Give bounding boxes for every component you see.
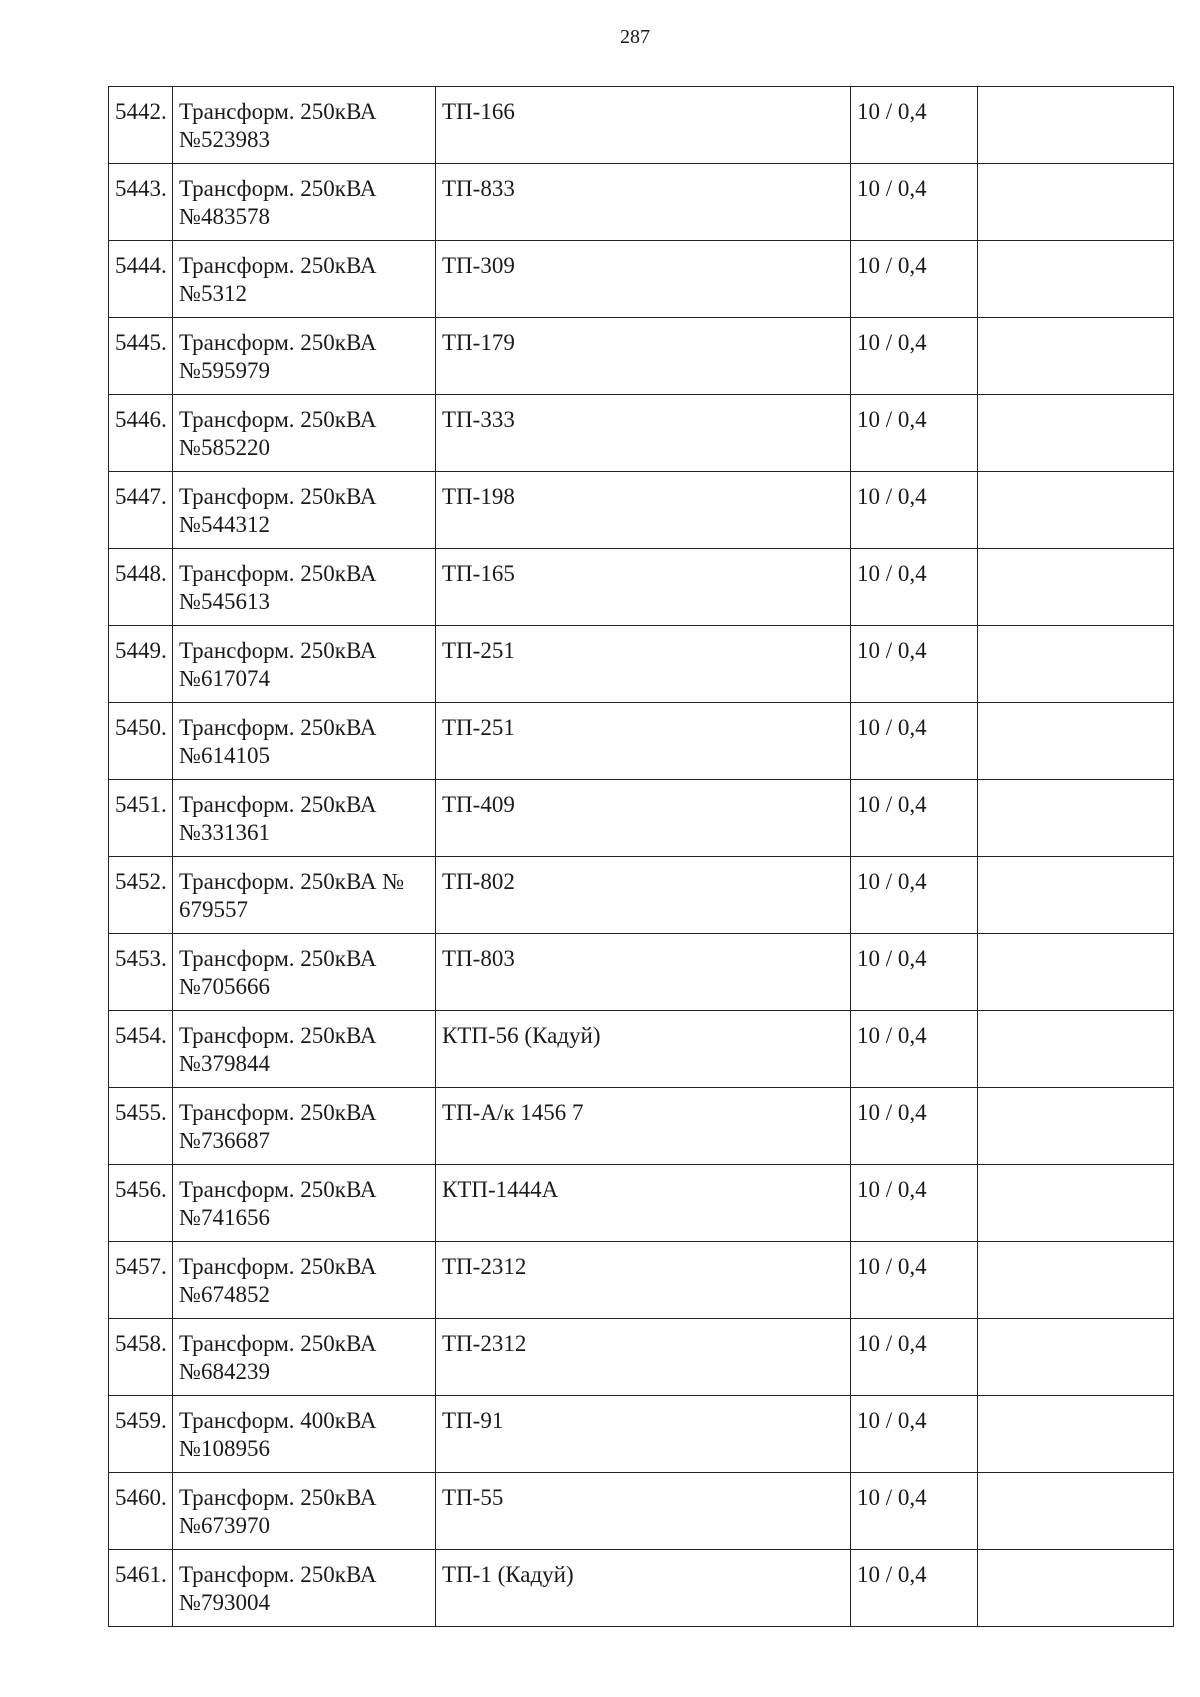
- voltage: 10 / 0,4: [857, 253, 927, 278]
- item-serial: №585220: [179, 435, 270, 460]
- item-name: Трансформ. 400кВА: [179, 1408, 377, 1433]
- location: ТП-333: [442, 407, 515, 432]
- note-cell: [978, 472, 1174, 549]
- row-number-cell: [109, 1473, 173, 1550]
- item-cell: [173, 857, 436, 934]
- row-number: 5450.: [115, 715, 167, 740]
- voltage-cell: [851, 780, 978, 857]
- row-number-cell: [109, 549, 173, 626]
- voltage-cell: [851, 472, 978, 549]
- note-cell: [978, 703, 1174, 780]
- item-cell: [173, 1088, 436, 1165]
- note-cell: [978, 626, 1174, 703]
- voltage-cell: [851, 1319, 978, 1396]
- row-number: 5453.: [115, 946, 167, 971]
- note-cell: [978, 1550, 1174, 1627]
- location: ТП-409: [442, 792, 515, 817]
- location: ТП-803: [442, 946, 515, 971]
- item-name: Трансформ. 250кВА: [179, 176, 377, 201]
- row-number-cell: [109, 780, 173, 857]
- table-row: [109, 780, 1174, 857]
- voltage: 10 / 0,4: [857, 1023, 927, 1048]
- voltage: 10 / 0,4: [857, 1331, 927, 1356]
- item-name: Трансформ. 250кВА: [179, 946, 377, 971]
- item-cell: [173, 549, 436, 626]
- location: ТП-251: [442, 638, 515, 663]
- voltage-cell: [851, 1550, 978, 1627]
- voltage-cell: [851, 241, 978, 318]
- location-cell: [436, 1473, 851, 1550]
- row-number-cell: [109, 164, 173, 241]
- item-serial: №544312: [179, 512, 270, 537]
- item-name: Трансформ. 250кВА: [179, 484, 377, 509]
- note-cell: [978, 1011, 1174, 1088]
- row-number-cell: [109, 1550, 173, 1627]
- location: ТП-166: [442, 99, 515, 124]
- row-number: 5447.: [115, 484, 167, 509]
- item-name: Трансформ. 250кВА: [179, 1254, 377, 1279]
- table-row: [109, 1088, 1174, 1165]
- voltage: 10 / 0,4: [857, 1100, 927, 1125]
- table-row: [109, 626, 1174, 703]
- row-number-cell: [109, 857, 173, 934]
- location-cell: [436, 1319, 851, 1396]
- table-row: [109, 549, 1174, 626]
- voltage: 10 / 0,4: [857, 715, 927, 740]
- voltage: 10 / 0,4: [857, 330, 927, 355]
- voltage-cell: [851, 1088, 978, 1165]
- row-number: 5457.: [115, 1254, 167, 1279]
- item-serial: №736687: [179, 1128, 270, 1153]
- location-cell: [436, 1242, 851, 1319]
- note-cell: [978, 549, 1174, 626]
- equipment-table: [108, 86, 1174, 1627]
- location: ТП-833: [442, 176, 515, 201]
- item-name: Трансформ. 250кВА: [179, 407, 377, 432]
- location-cell: [436, 318, 851, 395]
- item-cell: [173, 1473, 436, 1550]
- voltage: 10 / 0,4: [857, 1562, 927, 1587]
- location: ТП-55: [442, 1485, 504, 1510]
- item-cell: [173, 87, 436, 164]
- table-row: [109, 1396, 1174, 1473]
- table-row: [109, 857, 1174, 934]
- location: КТП-56 (Кадуй): [442, 1023, 601, 1048]
- location-cell: [436, 934, 851, 1011]
- item-cell: [173, 1011, 436, 1088]
- item-serial: №331361: [179, 820, 270, 845]
- table-row: [109, 318, 1174, 395]
- item-name: Трансформ. 250кВА: [179, 561, 377, 586]
- row-number: 5461.: [115, 1562, 167, 1587]
- item-name: Трансформ. 250кВА №: [179, 869, 405, 894]
- location-cell: [436, 549, 851, 626]
- voltage: 10 / 0,4: [857, 1485, 927, 1510]
- item-name: Трансформ. 250кВА: [179, 1485, 377, 1510]
- voltage: 10 / 0,4: [857, 176, 927, 201]
- row-number-cell: [109, 1011, 173, 1088]
- voltage: 10 / 0,4: [857, 407, 927, 432]
- row-number: 5460.: [115, 1485, 167, 1510]
- table-row: [109, 1011, 1174, 1088]
- item-cell: [173, 1396, 436, 1473]
- item-cell: [173, 1242, 436, 1319]
- item-serial: №483578: [179, 204, 270, 229]
- item-serial: №617074: [179, 666, 270, 691]
- row-number: 5455.: [115, 1100, 167, 1125]
- location-cell: [436, 780, 851, 857]
- table-row: [109, 241, 1174, 318]
- note-cell: [978, 1319, 1174, 1396]
- voltage-cell: [851, 395, 978, 472]
- location: ТП-А/к 1456 7: [442, 1100, 584, 1125]
- row-number: 5446.: [115, 407, 167, 432]
- voltage-cell: [851, 549, 978, 626]
- row-number: 5456.: [115, 1177, 167, 1202]
- voltage-cell: [851, 1473, 978, 1550]
- note-cell: [978, 1473, 1174, 1550]
- item-serial: №379844: [179, 1051, 270, 1076]
- item-name: Трансформ. 250кВА: [179, 792, 377, 817]
- location-cell: [436, 626, 851, 703]
- item-serial: №684239: [179, 1359, 270, 1384]
- location-cell: [436, 87, 851, 164]
- location: ТП-179: [442, 330, 515, 355]
- table-row: [109, 1550, 1174, 1627]
- item-cell: [173, 241, 436, 318]
- location: ТП-198: [442, 484, 515, 509]
- table-row: [109, 1319, 1174, 1396]
- location: ТП-802: [442, 869, 515, 894]
- location-cell: [436, 703, 851, 780]
- table-row: [109, 1473, 1174, 1550]
- row-number-cell: [109, 934, 173, 1011]
- note-cell: [978, 780, 1174, 857]
- row-number: 5452.: [115, 869, 167, 894]
- note-cell: [978, 164, 1174, 241]
- row-number: 5448.: [115, 561, 167, 586]
- item-name: Трансформ. 250кВА: [179, 1100, 377, 1125]
- row-number: 5451.: [115, 792, 167, 817]
- item-cell: [173, 472, 436, 549]
- row-number-cell: [109, 241, 173, 318]
- voltage-cell: [851, 934, 978, 1011]
- item-name: Трансформ. 250кВА: [179, 253, 377, 278]
- note-cell: [978, 1242, 1174, 1319]
- note-cell: [978, 1396, 1174, 1473]
- location-cell: [436, 857, 851, 934]
- item-name: Трансформ. 250кВА: [179, 1331, 377, 1356]
- row-number: 5449.: [115, 638, 167, 663]
- row-number-cell: [109, 703, 173, 780]
- row-number-cell: [109, 472, 173, 549]
- item-cell: [173, 626, 436, 703]
- item-cell: [173, 1165, 436, 1242]
- voltage: 10 / 0,4: [857, 792, 927, 817]
- voltage: 10 / 0,4: [857, 946, 927, 971]
- voltage-cell: [851, 703, 978, 780]
- item-serial: №545613: [179, 589, 270, 614]
- location-cell: [436, 1088, 851, 1165]
- table-row: [109, 395, 1174, 472]
- row-number-cell: [109, 395, 173, 472]
- location-cell: [436, 241, 851, 318]
- voltage: 10 / 0,4: [857, 484, 927, 509]
- note-cell: [978, 934, 1174, 1011]
- location-cell: [436, 1165, 851, 1242]
- item-name: Трансформ. 250кВА: [179, 1023, 377, 1048]
- voltage: 10 / 0,4: [857, 1177, 927, 1202]
- location-cell: [436, 1011, 851, 1088]
- note-cell: [978, 241, 1174, 318]
- item-serial: №523983: [179, 127, 270, 152]
- item-serial: №741656: [179, 1205, 270, 1230]
- row-number-cell: [109, 318, 173, 395]
- item-serial: №673970: [179, 1513, 270, 1538]
- row-number-cell: [109, 1165, 173, 1242]
- voltage-cell: [851, 1165, 978, 1242]
- item-name: Трансформ. 250кВА: [179, 1562, 377, 1587]
- item-cell: [173, 703, 436, 780]
- voltage-cell: [851, 1242, 978, 1319]
- item-serial: №5312: [179, 281, 247, 306]
- item-serial: №674852: [179, 1282, 270, 1307]
- location: КТП-1444А: [442, 1177, 559, 1202]
- row-number-cell: [109, 626, 173, 703]
- voltage: 10 / 0,4: [857, 99, 927, 124]
- voltage-cell: [851, 1011, 978, 1088]
- item-cell: [173, 395, 436, 472]
- row-number-cell: [109, 1088, 173, 1165]
- table-row: [109, 934, 1174, 1011]
- voltage: 10 / 0,4: [857, 869, 927, 894]
- location-cell: [436, 395, 851, 472]
- table-row: [109, 703, 1174, 780]
- table-row: [109, 87, 1174, 164]
- voltage: 10 / 0,4: [857, 1254, 927, 1279]
- item-name: Трансформ. 250кВА: [179, 638, 377, 663]
- row-number: 5444.: [115, 253, 167, 278]
- item-cell: [173, 1319, 436, 1396]
- item-name: Трансформ. 250кВА: [179, 715, 377, 740]
- item-serial: 679557: [179, 897, 248, 922]
- item-name: Трансформ. 250кВА: [179, 99, 377, 124]
- item-cell: [173, 164, 436, 241]
- location-cell: [436, 1396, 851, 1473]
- row-number: 5443.: [115, 176, 167, 201]
- voltage-cell: [851, 1396, 978, 1473]
- voltage-cell: [851, 857, 978, 934]
- table-row: [109, 1242, 1174, 1319]
- voltage-cell: [851, 87, 978, 164]
- voltage: 10 / 0,4: [857, 561, 927, 586]
- location-cell: [436, 164, 851, 241]
- item-cell: [173, 780, 436, 857]
- item-serial: №793004: [179, 1590, 270, 1615]
- location-cell: [436, 472, 851, 549]
- row-number: 5458.: [115, 1331, 167, 1356]
- location: ТП-2312: [442, 1331, 527, 1356]
- note-cell: [978, 1165, 1174, 1242]
- location: ТП-309: [442, 253, 515, 278]
- location: ТП-91: [442, 1408, 504, 1433]
- table-row: [109, 164, 1174, 241]
- row-number: 5442.: [115, 99, 167, 124]
- voltage-cell: [851, 318, 978, 395]
- item-cell: [173, 934, 436, 1011]
- table-row: [109, 472, 1174, 549]
- table-row: [109, 1165, 1174, 1242]
- location: ТП-251: [442, 715, 515, 740]
- row-number-cell: [109, 87, 173, 164]
- page-number: 287: [620, 26, 650, 48]
- item-serial: №595979: [179, 358, 270, 383]
- location: ТП-165: [442, 561, 515, 586]
- row-number-cell: [109, 1319, 173, 1396]
- item-serial: №108956: [179, 1436, 270, 1461]
- voltage: 10 / 0,4: [857, 1408, 927, 1433]
- row-number-cell: [109, 1242, 173, 1319]
- row-number-cell: [109, 1396, 173, 1473]
- voltage-cell: [851, 164, 978, 241]
- note-cell: [978, 395, 1174, 472]
- note-cell: [978, 318, 1174, 395]
- row-number: 5445.: [115, 330, 167, 355]
- item-cell: [173, 318, 436, 395]
- row-number: 5454.: [115, 1023, 167, 1048]
- item-name: Трансформ. 250кВА: [179, 1177, 377, 1202]
- item-name: Трансформ. 250кВА: [179, 330, 377, 355]
- row-number: 5459.: [115, 1408, 167, 1433]
- item-serial: №614105: [179, 743, 270, 768]
- note-cell: [978, 87, 1174, 164]
- voltage-cell: [851, 626, 978, 703]
- voltage: 10 / 0,4: [857, 638, 927, 663]
- note-cell: [978, 1088, 1174, 1165]
- note-cell: [978, 857, 1174, 934]
- item-serial: №705666: [179, 974, 270, 999]
- item-cell: [173, 1550, 436, 1627]
- location-cell: [436, 1550, 851, 1627]
- location: ТП-2312: [442, 1254, 527, 1279]
- location: ТП-1 (Кадуй): [442, 1562, 574, 1587]
